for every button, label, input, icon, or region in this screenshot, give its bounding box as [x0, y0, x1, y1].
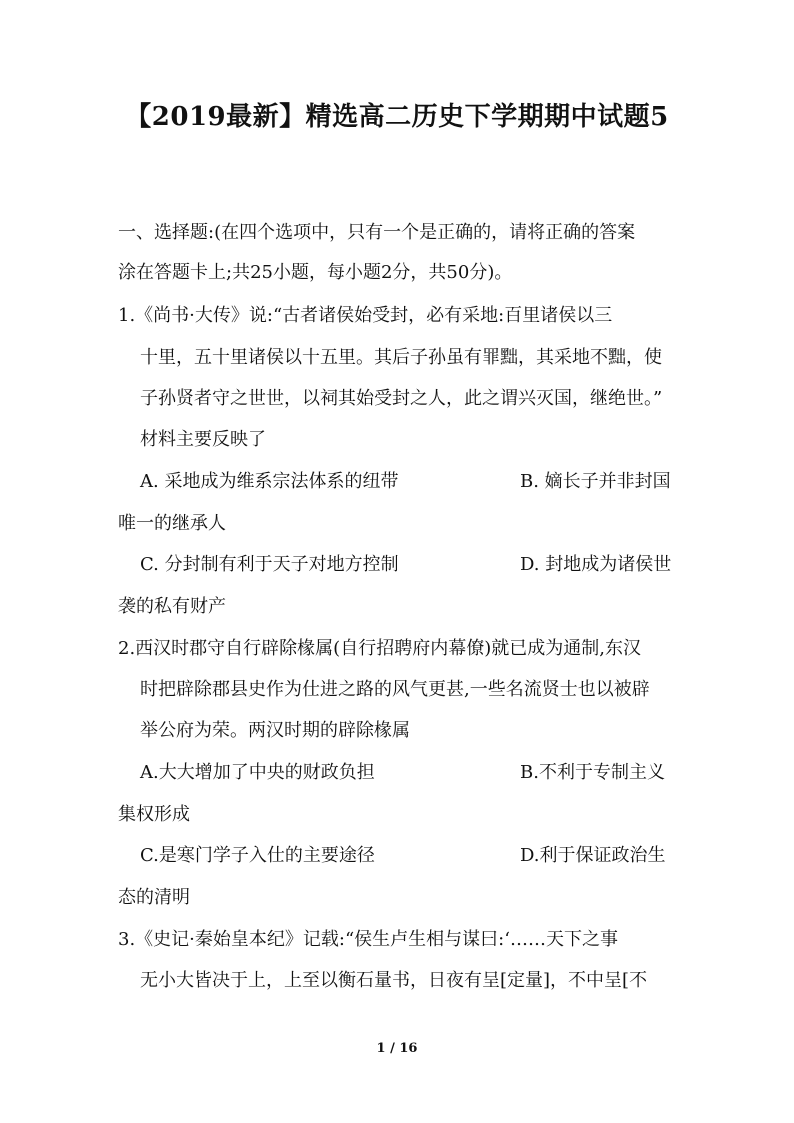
question-2-option-b-continued: 集权形成 — [118, 804, 190, 825]
question-1-stem-line4: 材料主要反映了 — [140, 429, 266, 450]
question-1-option-a: A. 采地成为维系宗法体系的纽带 — [140, 471, 399, 492]
question-1-option-d-continued: 袭的私有财产 — [118, 596, 226, 617]
page-title: 【2019最新】精选高二历史下学期期中试题5 — [125, 102, 669, 132]
question-1-stem-line2: 十里，五十里诸侯以十五里。其后子孙虽有罪黜，其采地不黜，使 — [140, 347, 662, 368]
question-1-option-d: D. 封地成为诸侯世 — [520, 554, 672, 575]
question-2-option-a: A.大大增加了中央的财政负担 — [140, 762, 375, 783]
question-2-option-d: D.利于保证政治生 — [520, 845, 666, 866]
section-header-line2: 涂在答题卡上;共25小题，每小题2分，共50分)。 — [118, 262, 513, 283]
question-1-option-b: B. 嫡长子并非封国 — [520, 471, 671, 492]
question-2-option-d-continued: 态的清明 — [118, 887, 190, 908]
question-1-option-c: C. 分封制有利于天子对地方控制 — [140, 554, 399, 575]
question-2-stem-line2: 时把辟除郡县史作为仕进之路的风气更甚,一些名流贤士也以被辟 — [140, 679, 650, 700]
question-3-stem-line2: 无小大皆决于上，上至以衡石量书，日夜有呈[定量]，不中呈[不 — [140, 970, 648, 991]
question-1-stem-line3: 子孙贤者守之世世，以祠其始受封之人，此之谓兴灭国，继绝世。” — [140, 388, 663, 409]
question-3-stem-line1: 3.《史记·秦始皇本纪》记载:“侯生卢生相与谋曰:‘……天下之事 — [118, 929, 618, 950]
question-2-stem-line3: 举公府为荣。两汉时期的辟除椽属 — [140, 720, 410, 741]
section-header-line1: 一、选择题:(在四个选项中，只有一个是正确的，请将正确的答案 — [118, 222, 636, 243]
question-2-option-b: B.不利于专制主义 — [520, 762, 665, 783]
question-1-stem-line1: 1.《尚书·大传》说:“古者诸侯始受封，必有采地:百里诸侯以三 — [118, 305, 613, 326]
question-1-option-b-continued: 唯一的继承人 — [118, 513, 226, 534]
question-2-stem-line1: 2.西汉时郡守自行辟除椽属(自行招聘府内幕僚)就已成为通制,东汉 — [118, 638, 641, 659]
question-2-option-c: C.是寒门学子入仕的主要途径 — [140, 845, 375, 866]
page-number: 1 / 16 — [376, 1041, 418, 1056]
